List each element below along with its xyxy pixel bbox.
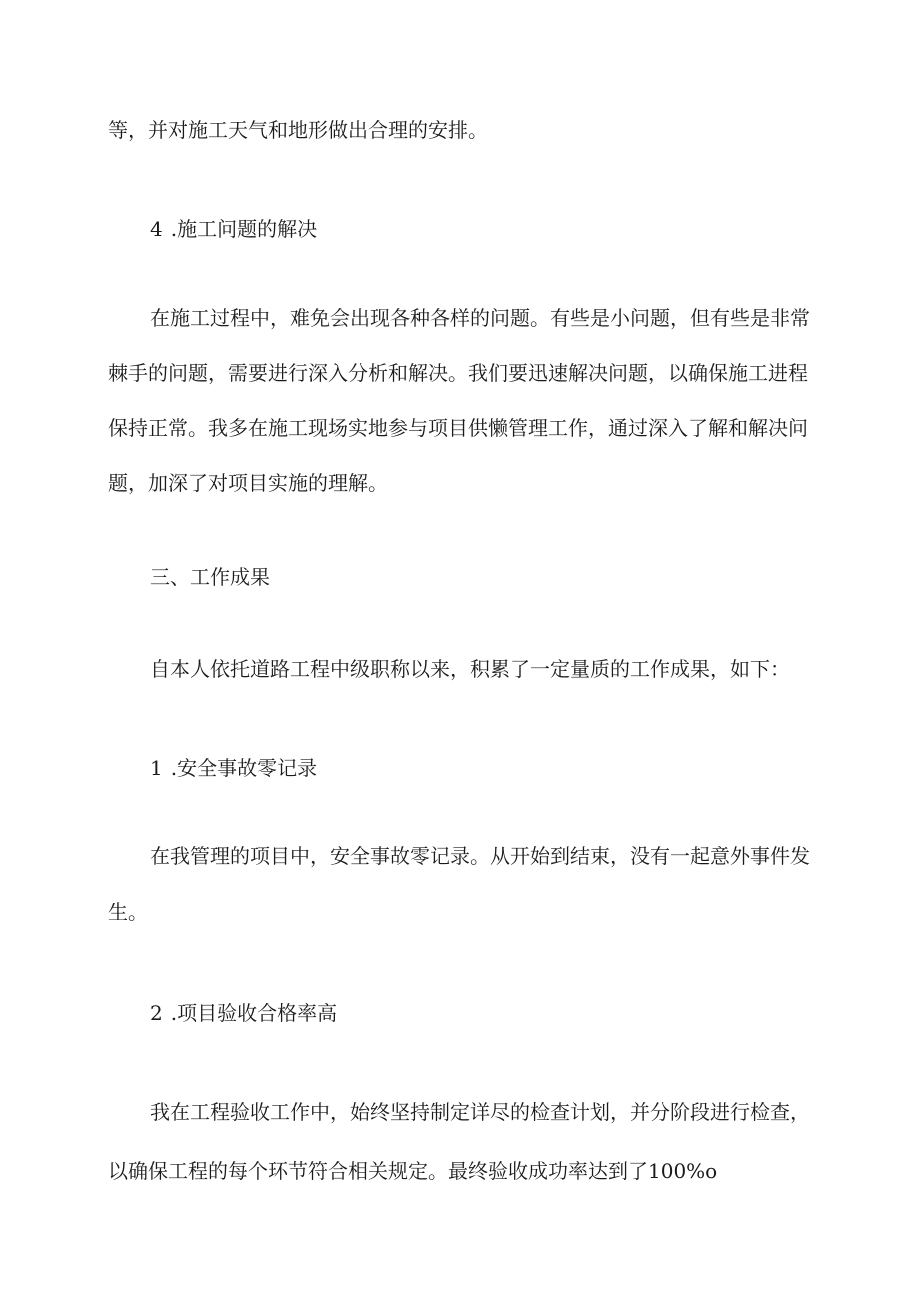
subheading-1-title: .安全事故零记录 — [170, 756, 318, 780]
subheading-1 — [150, 754, 317, 782]
paragraph-1-line-1: 在我管理的项目中，安全事故零记录。从开始到结束，没有一起意外事件发 — [150, 844, 810, 868]
paragraph-4-line-1: 在施工过程中，难免会出现各种各样的问题。有些是小问题，但有些是非常 — [150, 306, 810, 330]
subheading-4-title: .施工问题的解决 — [170, 217, 318, 241]
subheading-1-number: 1 — [150, 756, 163, 780]
paragraph-4-line-3: 保持正常。我多在施工现场实地参与项目供懒管理工作，通过深入了解和解决问 — [108, 416, 808, 440]
paragraph-4-line-2: 棘手的问题，需要进行深入分析和解决。我们要迅速解决问题，以确保施工进程 — [108, 361, 808, 385]
paragraph-4-line-4: 题，加深了对项目实施的理解。 — [108, 471, 388, 495]
section-intro: 自本人依托道路工程中级职称以来，积累了一定量质的工作成果，如下： — [150, 657, 790, 681]
subheading-4-number: 4 — [150, 217, 163, 241]
paragraph-1-line-2: 生。 — [108, 900, 148, 924]
paragraph-continuation: 等，并对施工天气和地形做出合理的安排。 — [108, 118, 488, 142]
subheading-2-title: .项目验收合格率高 — [170, 1001, 338, 1025]
subheading-2-number: 2 — [150, 1001, 163, 1025]
subheading-4 — [150, 215, 317, 243]
section-heading-3: 三、工作成果 — [150, 565, 270, 589]
paragraph-2-line-1: 我在工程验收工作中，始终坚持制定详尽的检查计划，并分阶段进行检查， — [150, 1100, 810, 1124]
paragraph-2-line-2: 以确保工程的每个环节符合相关规定。最终验收成功率达到了100%o — [108, 1159, 718, 1183]
subheading-2 — [150, 999, 337, 1027]
